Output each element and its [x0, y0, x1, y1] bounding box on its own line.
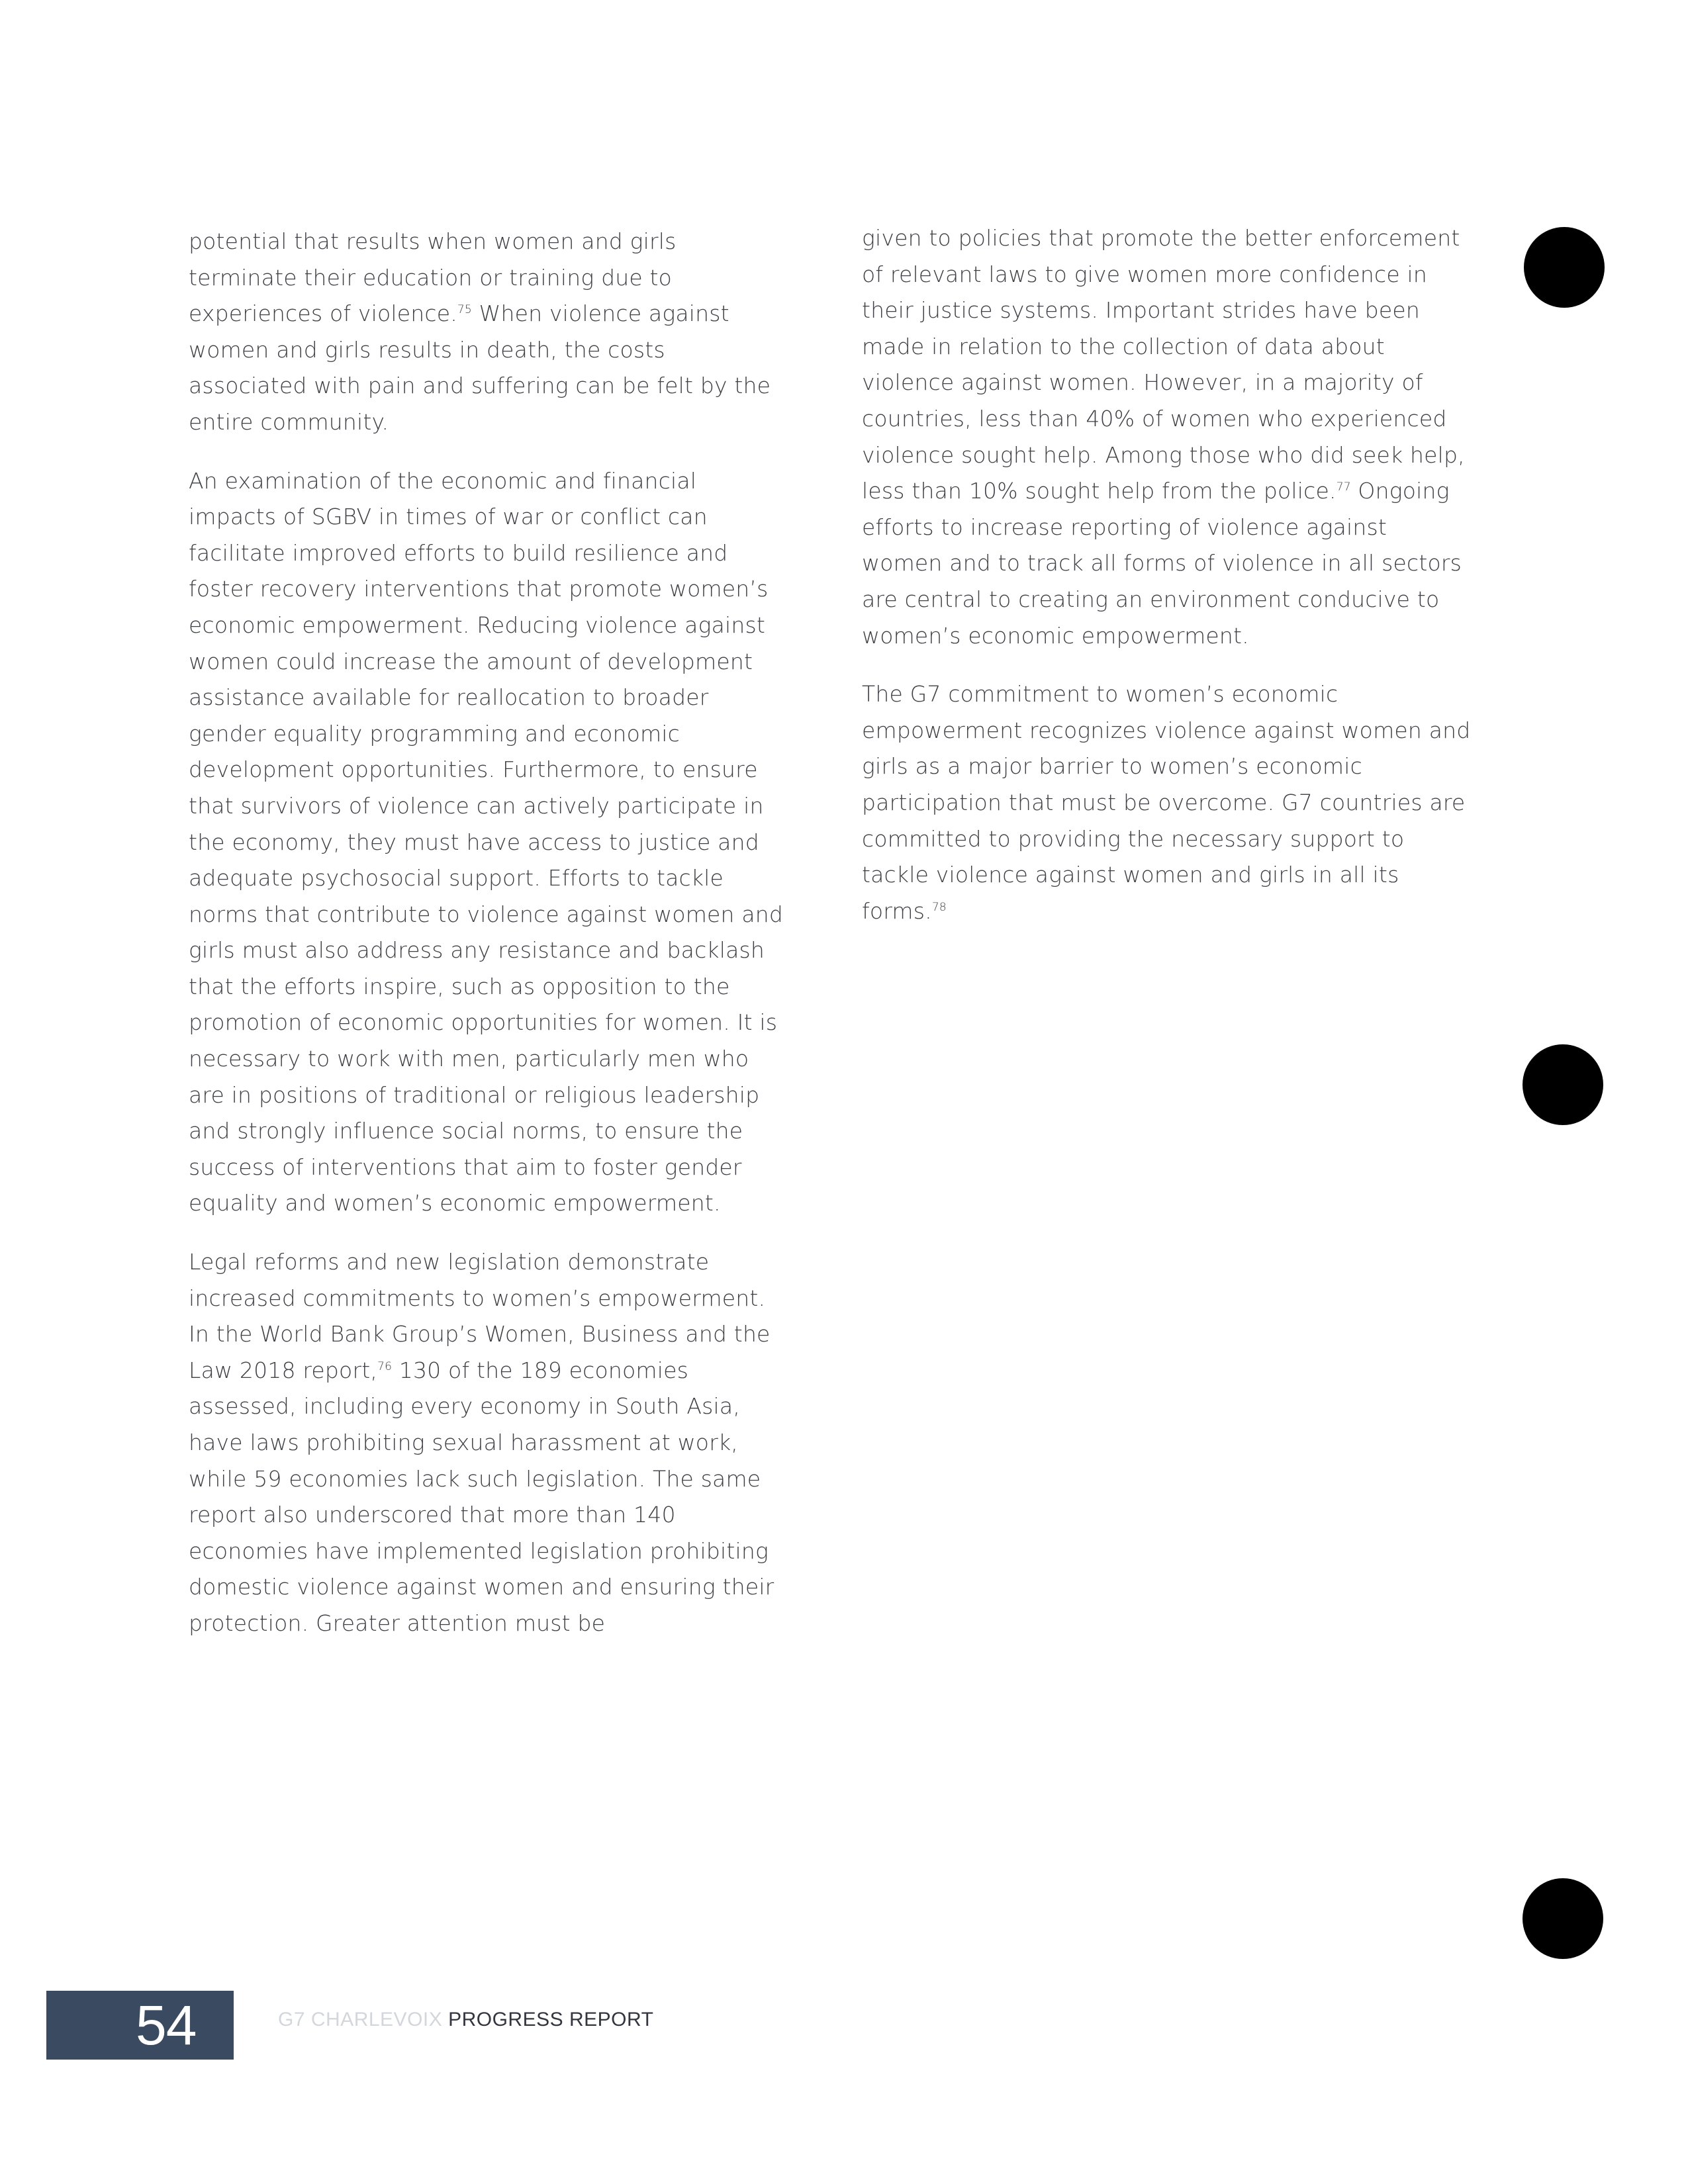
paragraph [189, 1244, 788, 1642]
left-text-column [189, 224, 788, 1664]
page-number: 54 [136, 1994, 197, 2056]
footnote-ref[interactable]: 76 [377, 1359, 393, 1373]
paragraph-text: 130 of the 189 economies assessed, including every economy in South Asia, have laws prohibiting sexual harassment at work, while 59 economies lack such legislation. The same report also underscored that more than 140 economies have implemented legislation prohibiting domestic violence against women and ensuring their protection. Greater attention must be [189, 1357, 774, 1636]
paragraph-text: given to policies that promote the better enforcement of relevant laws to give women more confidence in their justice systems. Important strides have been made in relation to the collection of data about violence against women. However, in a majority of countries, less than 40% of women who experienced violence sought help. Among those who did seek help, less than 10% sought help from the police. [862, 225, 1465, 504]
paragraph [862, 220, 1471, 654]
paragraph-text: Legal reforms and new legislation demonstrate increased commitments to women’s empowerment. In the World Bank Group’s Women, Business and the Law 2018 report, [189, 1249, 771, 1383]
paragraph [189, 224, 788, 441]
paragraph-text: potential that results when women and girls terminate their education or training due to experiences of violence. [189, 228, 677, 327]
footnote-ref[interactable]: 78 [931, 900, 947, 914]
paragraph: An examination of the economic and financial impacts of SGBV in times of war or conflict can facilitate improved efforts to build resilience and foster recovery interventions that promote women’s economic empowerment. Reducing violence against women could increase the amount of development assistance available for reallocation to broader gender equality programming and economic development opportunities. Furthermore, to ensure that survivors of violence can actively participate in the economy, they must have access to justice and adequate psychosocial support. Efforts to tackle norms that contribute to violence against women and girls must also address any resistance and backlash that the efforts inspire, such as opposition to the promotion of economic opportunities for women. It is necessary to work with men, particularly men who are in positions of traditional or religious leadership and strongly influence social norms, to ensure the success of interventions that aim to foster gender equality and women’s economic empowerment. [189, 467, 784, 1216]
binder-hole-bottom [1523, 1878, 1603, 1959]
footnote-ref[interactable]: 75 [457, 303, 472, 317]
paragraph-text: The G7 commitment to women’s economic empowerment recognizes violence against women and girls as a major barrier to women’s economic participation that must be overcome. G7 countries are committed to providing the necessary support to tackle violence against women and girls in all its forms. [862, 681, 1471, 924]
paragraph-text: Ongoing efforts to increase reporting of violence against women and to track all forms of violence in all sectors are central to creating an environment conducive to women’s economic empowerment. [862, 478, 1462, 649]
binder-hole-middle [1523, 1044, 1603, 1125]
binder-hole-top [1524, 227, 1605, 308]
footnote-ref[interactable]: 77 [1336, 480, 1351, 494]
paragraph-text: When violence against women and girls results in death, the costs associated with pain and suffering can be felt by the entire community. [189, 300, 771, 435]
paragraph [862, 676, 1471, 929]
footer-title-strong: PROGRESS REPORT [448, 2009, 654, 2030]
footer-report-title [278, 2007, 653, 2033]
right-text-column [862, 220, 1471, 952]
footer-title-faint: G7 CHARLEVOIX [278, 2009, 449, 2030]
